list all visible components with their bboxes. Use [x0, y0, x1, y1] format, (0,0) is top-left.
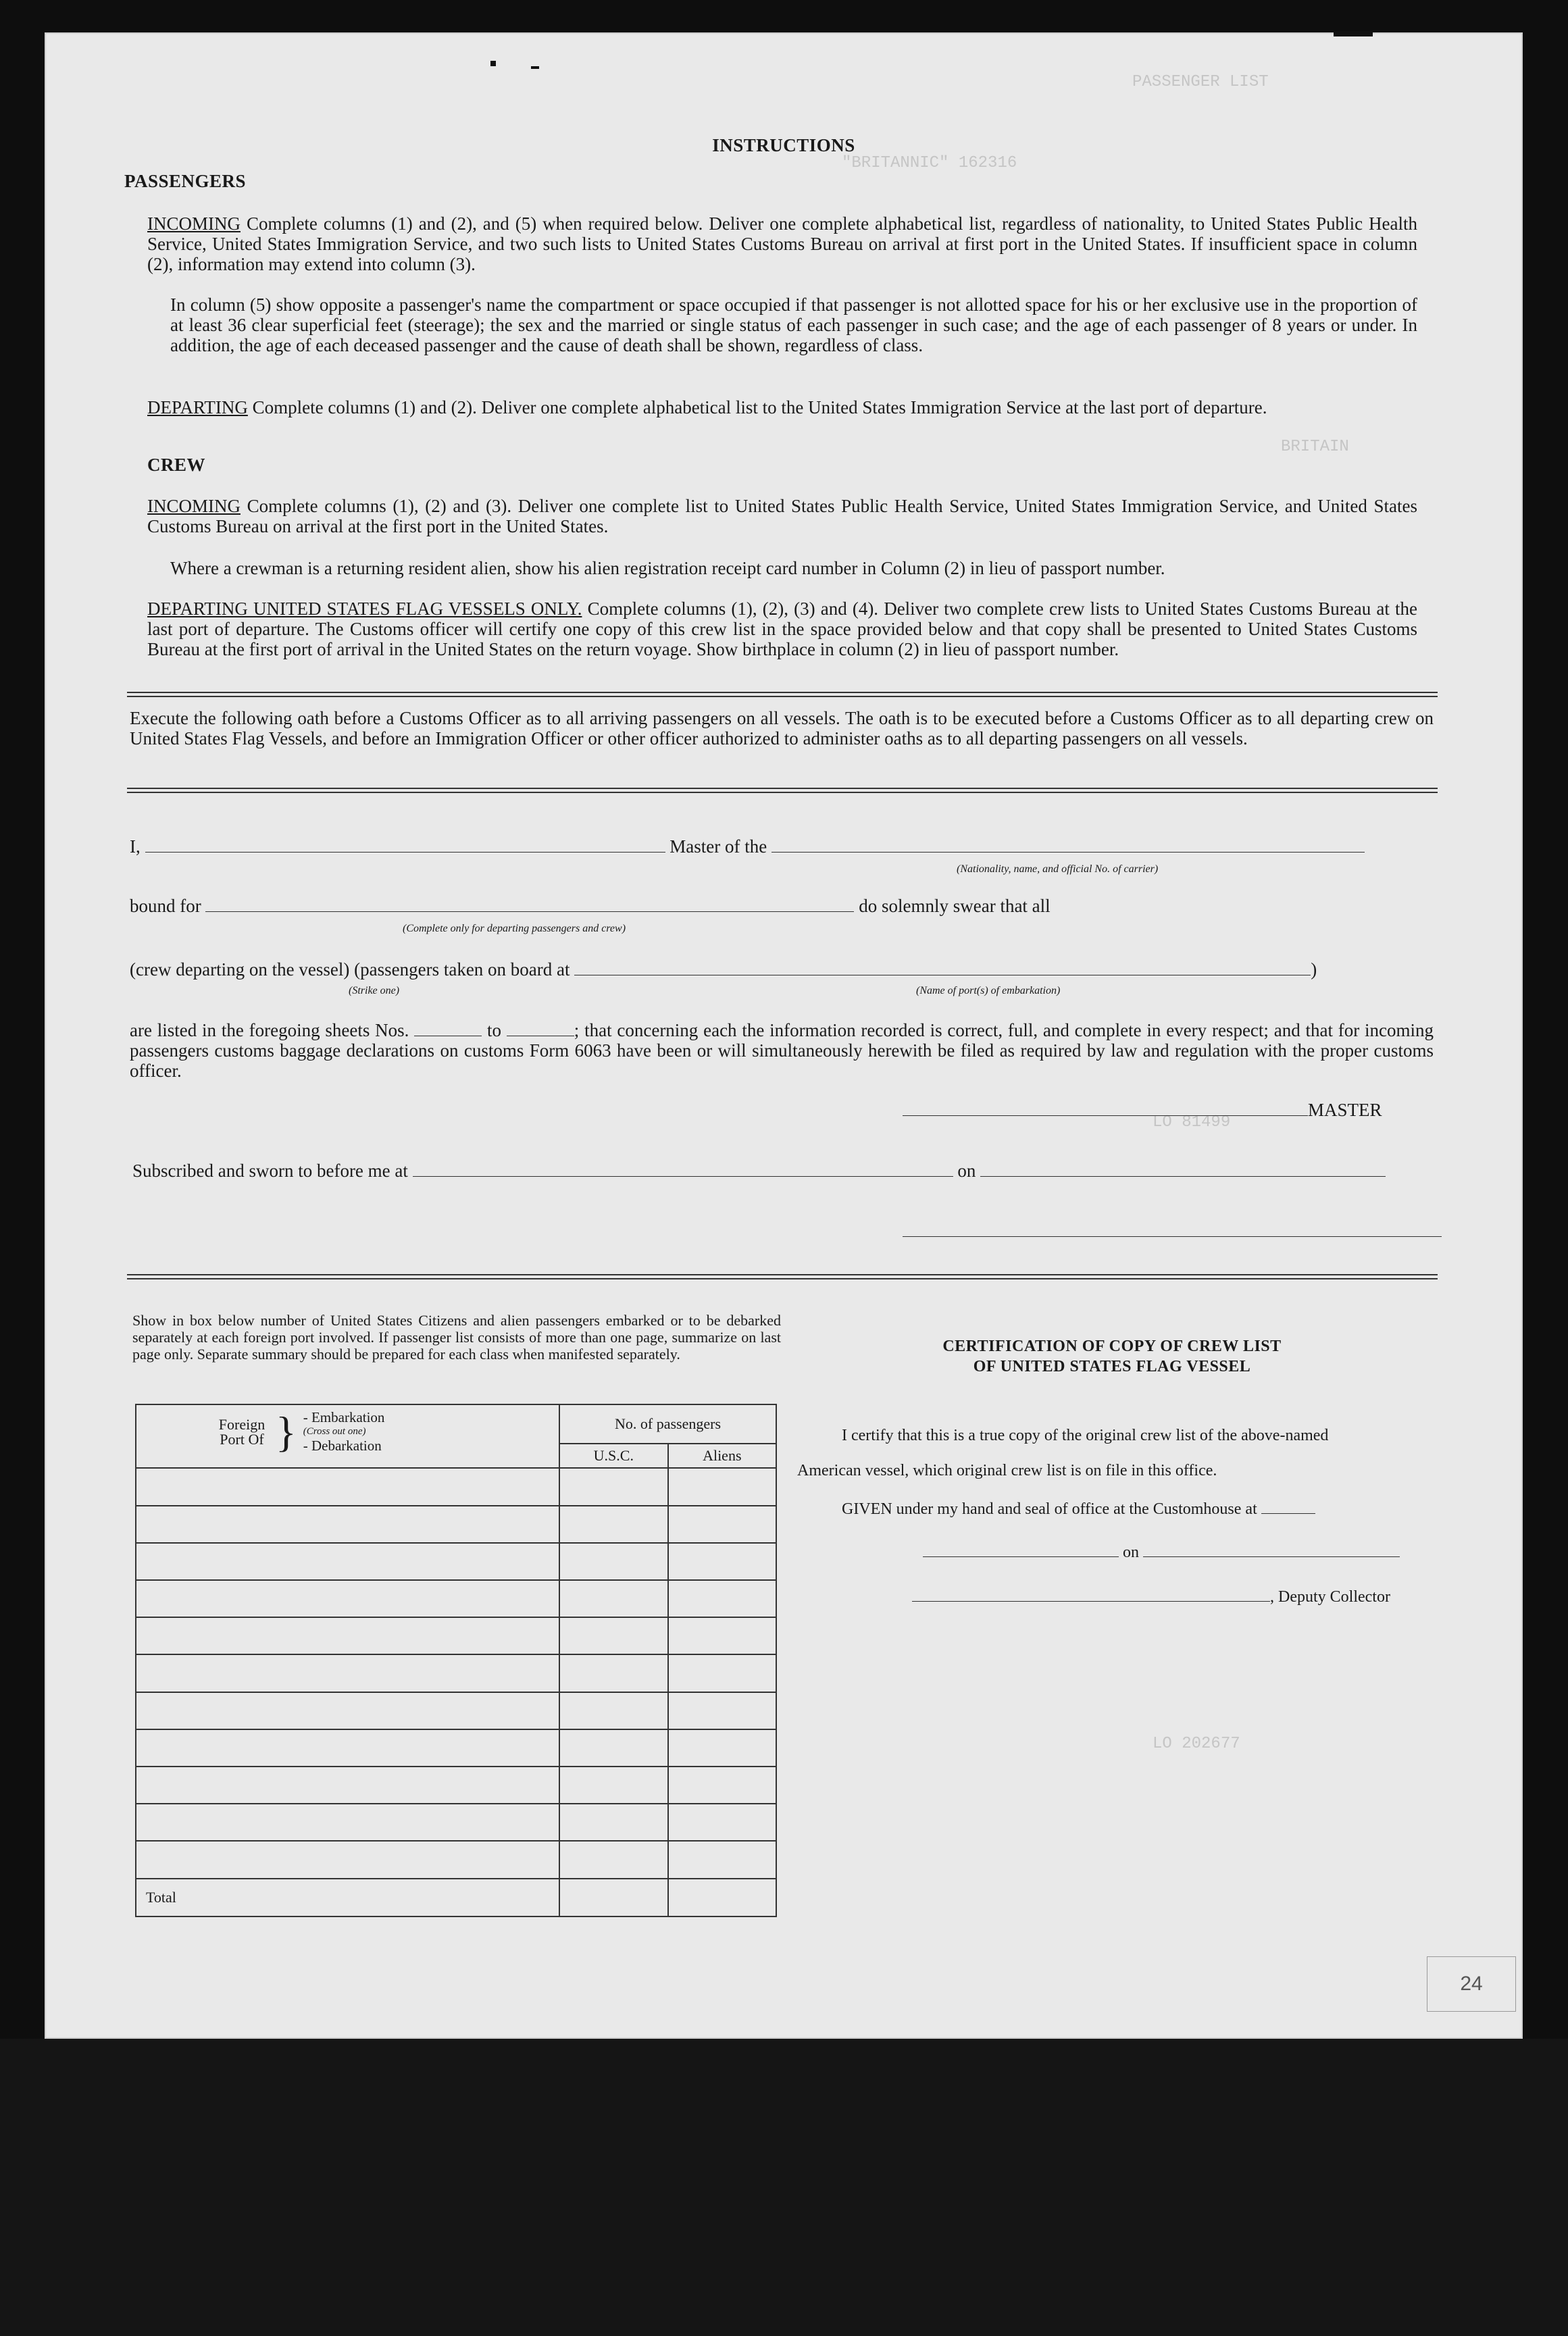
- certify-text-2: American vessel, which original crew list is on file in this office.: [797, 1462, 1217, 1479]
- nationality-caption: (Nationality, name, and official No. of carrier): [957, 863, 1159, 875]
- sworn-place-field[interactable]: [413, 1161, 953, 1177]
- certify-given-line: [842, 1498, 1315, 1519]
- summary-aliens-cell[interactable]: [668, 1767, 776, 1804]
- registration-mark: [531, 66, 539, 69]
- summary-intro-paragraph: Show in box below number of United States Citizens and alien passengers embarked or to be debarked separately at each foreign port involved. If passenger list consists of more than one page, summarize on last page only. Separate summary should be prepared for each class when manifested separately.: [132, 1312, 781, 1363]
- summary-port-cell[interactable]: [136, 1692, 559, 1729]
- registration-mark: [1334, 31, 1373, 36]
- certification-heading-line-1: CERTIFICATION OF COPY OF CREW LIST: [942, 1338, 1282, 1355]
- summary-aliens-cell[interactable]: [668, 1729, 776, 1767]
- sworn-date-field[interactable]: [980, 1161, 1386, 1177]
- document-page: [45, 32, 1523, 2039]
- summary-usc-cell[interactable]: [559, 1543, 668, 1580]
- ports-caption: (Name of port(s) of embarkation): [916, 985, 1061, 996]
- summary-aliens-cell[interactable]: [668, 1654, 776, 1692]
- summary-port-cell[interactable]: [136, 1506, 559, 1543]
- summary-row: [136, 1468, 776, 1505]
- master-label: MASTER: [1308, 1100, 1382, 1120]
- passengers-incoming-text: Complete columns (1) and (2), and (5) when required below. Deliver one complete alphabetical list, regardless of nationality, to United States Public Health Service, United States Immigration Service, and two such lists to United States Customs Bureau on arrival at first port in the United States. If insufficient space in column (2), information may extend into column (3).: [147, 213, 1417, 274]
- passengers-departing-text: Complete columns (1) and (2). Deliver one complete alphabetical list to the United States Immigration Service at the last port of departure.: [252, 397, 1267, 417]
- bleed-through-text: LO 202677: [1153, 1735, 1240, 1753]
- oath-intro-paragraph: Execute the following oath before a Customs Officer as to all arriving passengers on all vessels. The oath is to be executed before a Customs Officer as to all departing crew on United States Flag Vessels, and before an Immigration Officer or other officer authorized to administer oaths as to all departing passengers on all vessels.: [130, 708, 1434, 748]
- total-aliens-cell[interactable]: [668, 1879, 776, 1916]
- summary-aliens-cell[interactable]: [668, 1841, 776, 1878]
- officer-signature-line: [903, 1236, 1442, 1237]
- summary-row: [136, 1841, 776, 1878]
- summary-usc-cell[interactable]: [559, 1692, 668, 1729]
- master-signature-field[interactable]: [903, 1100, 1308, 1116]
- debarkation-label: - Debarkation: [303, 1438, 382, 1454]
- page-title: INSTRUCTIONS: [712, 135, 855, 155]
- sheet-to-field[interactable]: [507, 1021, 574, 1036]
- summary-port-cell[interactable]: [136, 1767, 559, 1804]
- section-divider: [127, 788, 1438, 789]
- total-usc-cell[interactable]: [559, 1879, 668, 1916]
- summary-port-cell[interactable]: [136, 1580, 559, 1617]
- bleed-through-text: PASSENGER LIST: [1132, 73, 1269, 91]
- subscribed-on-label: on: [957, 1161, 976, 1181]
- summary-usc-cell[interactable]: [559, 1841, 668, 1878]
- summary-usc-cell[interactable]: [559, 1804, 668, 1841]
- certify-on-label: on: [1123, 1544, 1139, 1561]
- oath-bound-for-label: bound for: [130, 896, 201, 916]
- oath-listed-paragraph: [130, 1020, 1434, 1081]
- summary-row: [136, 1506, 776, 1543]
- summary-row: [136, 1617, 776, 1654]
- passengers-departing-label: DEPARTING: [147, 397, 248, 417]
- summary-aliens-cell[interactable]: [668, 1804, 776, 1841]
- summary-rows: [136, 1468, 776, 1878]
- foreign-port-of-label: Foreign Port Of: [218, 1415, 265, 1448]
- bleed-through-text: "BRITANNIC" 162316: [842, 154, 1017, 172]
- summary-aliens-cell[interactable]: [668, 1506, 776, 1543]
- crew-incoming-paragraph: [147, 496, 1417, 536]
- certification-heading-line-2: OF UNITED STATES FLAG VESSEL: [973, 1358, 1251, 1375]
- aliens-header: Aliens: [668, 1444, 776, 1468]
- crew-departing-text: Complete columns (1), (2), (3) and (4). Deliver two complete crew lists to United States Customs Bureau at the last port of departure. The Customs officer will certify one copy of this crew list in the space provided below and that copy shall be presented to United States Customs Bureau at the first port of arrival in the United States on the return voyage. Show birthplace in column (2) in lieu of passport number.: [147, 599, 1417, 659]
- no-passengers-header: No. of passengers: [559, 1404, 776, 1444]
- oath-listed-label: are listed in the foregoing sheets Nos.: [130, 1020, 409, 1040]
- summary-row: [136, 1729, 776, 1767]
- passengers-heading: PASSENGERS: [124, 171, 247, 191]
- bleed-through-text: LO 81499: [1153, 1113, 1231, 1132]
- certification-heading: [821, 1336, 1402, 1377]
- summary-aliens-cell[interactable]: [668, 1692, 776, 1729]
- certify-place-field[interactable]: [923, 1542, 1119, 1557]
- summary-row: [136, 1543, 776, 1580]
- passengers-incoming-paragraph: [147, 213, 1417, 274]
- registration-mark: [490, 61, 496, 66]
- customhouse-field[interactable]: [1261, 1498, 1315, 1514]
- strike-caption: (Strike one): [349, 985, 400, 996]
- deputy-signature-field[interactable]: [912, 1586, 1270, 1602]
- summary-row: [136, 1804, 776, 1841]
- section-divider: [127, 696, 1438, 697]
- crew-incoming-label: INCOMING: [147, 496, 241, 516]
- oath-crew-departing: (crew departing on the vessel): [130, 959, 350, 980]
- page-number-stamp: 24: [1427, 1956, 1516, 2012]
- oath-embarkation-line: [130, 959, 1317, 980]
- summary-port-cell[interactable]: [136, 1729, 559, 1767]
- certify-date-line: [923, 1542, 1400, 1563]
- oath-to-label: to: [486, 1020, 501, 1040]
- summary-port-cell[interactable]: [136, 1617, 559, 1654]
- section-divider: [127, 1274, 1438, 1275]
- oath-master-of-label: Master of the: [669, 836, 767, 857]
- crew-heading: CREW: [147, 455, 206, 475]
- vessel-field[interactable]: [772, 837, 1365, 853]
- summary-usc-cell[interactable]: [559, 1654, 668, 1692]
- bleed-through-text: BRITAIN: [1281, 438, 1349, 456]
- oath-concerning-text: ; that concerning each the information recorded is correct, full, and complete in every respect; and that for incoming passengers customs baggage declarations on customs Form 6063 have been or will simultaneously herewith be filed as required by law and regulation with the proper customs officer.: [130, 1020, 1434, 1081]
- summary-port-cell[interactable]: [136, 1468, 559, 1505]
- crew-incoming-text: Complete columns (1), (2) and (3). Deliver one complete list to United States Public Health Service, United States Immigration Service, and United States Customs Bureau on arrival at the first port in the United States.: [147, 496, 1418, 536]
- bound-caption: (Complete only for departing passengers and crew): [403, 923, 626, 934]
- summary-row: [136, 1767, 776, 1804]
- passengers-incoming-label: INCOMING: [147, 213, 241, 234]
- summary-usc-cell[interactable]: [559, 1617, 668, 1654]
- summary-aliens-cell[interactable]: [668, 1468, 776, 1505]
- summary-aliens-cell[interactable]: [668, 1617, 776, 1654]
- certify-date-field[interactable]: [1143, 1542, 1400, 1557]
- master-name-field[interactable]: [145, 837, 665, 853]
- oath-bound-line: [130, 896, 1051, 916]
- subscribed-label: Subscribed and sworn to before me at: [132, 1161, 408, 1181]
- summary-port-cell[interactable]: [136, 1804, 559, 1841]
- summary-aliens-cell[interactable]: [668, 1543, 776, 1580]
- section-divider: [127, 692, 1438, 693]
- summary-row: [136, 1654, 776, 1692]
- oath-i-label: I,: [130, 836, 141, 857]
- oath-close-paren: ): [1311, 959, 1317, 980]
- usc-header: U.S.C.: [559, 1444, 668, 1468]
- summary-row: [136, 1692, 776, 1729]
- bound-for-field[interactable]: [205, 896, 854, 912]
- crew-departing-paragraph: [147, 599, 1417, 659]
- summary-port-cell[interactable]: [136, 1841, 559, 1878]
- summary-row: [136, 1580, 776, 1617]
- deputy-collector-label: , Deputy Collector: [1270, 1588, 1390, 1606]
- section-divider: [127, 792, 1438, 793]
- oath-passengers-taken: (passengers taken on board at: [354, 959, 570, 980]
- foreign-port-header: [136, 1404, 559, 1468]
- master-signature-line: [903, 1100, 1382, 1120]
- subscribed-line: [132, 1161, 1386, 1181]
- summary-usc-cell[interactable]: [559, 1468, 668, 1505]
- certify-text-1: I certify that this is a true copy of the original crew list of the above-named: [842, 1427, 1329, 1444]
- summary-port-cell[interactable]: [136, 1654, 559, 1692]
- summary-port-cell[interactable]: [136, 1543, 559, 1580]
- total-label: Total: [136, 1879, 559, 1916]
- section-divider: [127, 1278, 1438, 1279]
- summary-usc-cell[interactable]: [559, 1767, 668, 1804]
- summary-usc-cell[interactable]: [559, 1580, 668, 1617]
- given-text: GIVEN under my hand and seal of office at the Customhouse at: [842, 1500, 1257, 1518]
- cross-out-label: (Cross out one): [303, 1426, 366, 1437]
- summary-usc-cell[interactable]: [559, 1506, 668, 1543]
- embarkation-ports-field[interactable]: [574, 960, 1311, 975]
- sheet-from-field[interactable]: [414, 1021, 482, 1036]
- summary-aliens-cell[interactable]: [668, 1580, 776, 1617]
- passengers-column5-paragraph: In column (5) show opposite a passenger's name the compartment or space occupied if that passenger is not allotted space for his or her exclusive use in the proportion of at least 36 clear superficial feet (steerage); the sex and the married or single status of each passenger in such case; and the age of each passenger of 8 years or under. In addition, the age of each deceased passenger and the cause of death shall be shown, regardless of class.: [170, 295, 1417, 355]
- summary-usc-cell[interactable]: [559, 1729, 668, 1767]
- deputy-collector-line: [912, 1586, 1390, 1607]
- embarkation-label: - Embarkation: [303, 1409, 385, 1425]
- oath-swear-label: do solemnly swear that all: [859, 896, 1051, 916]
- passenger-summary-table: [135, 1404, 777, 1917]
- crew-departing-label: DEPARTING UNITED STATES FLAG VESSELS ONLY.: [147, 599, 582, 619]
- scanner-background: [0, 2039, 1568, 2336]
- passengers-departing-paragraph: [147, 397, 1417, 417]
- oath-master-line: [130, 836, 1440, 857]
- brace-glyph: }: [276, 1407, 297, 1456]
- crew-alien-paragraph: Where a crewman is a returning resident alien, show his alien registration receipt card number in Column (2) in lieu of passport number.: [170, 558, 1165, 578]
